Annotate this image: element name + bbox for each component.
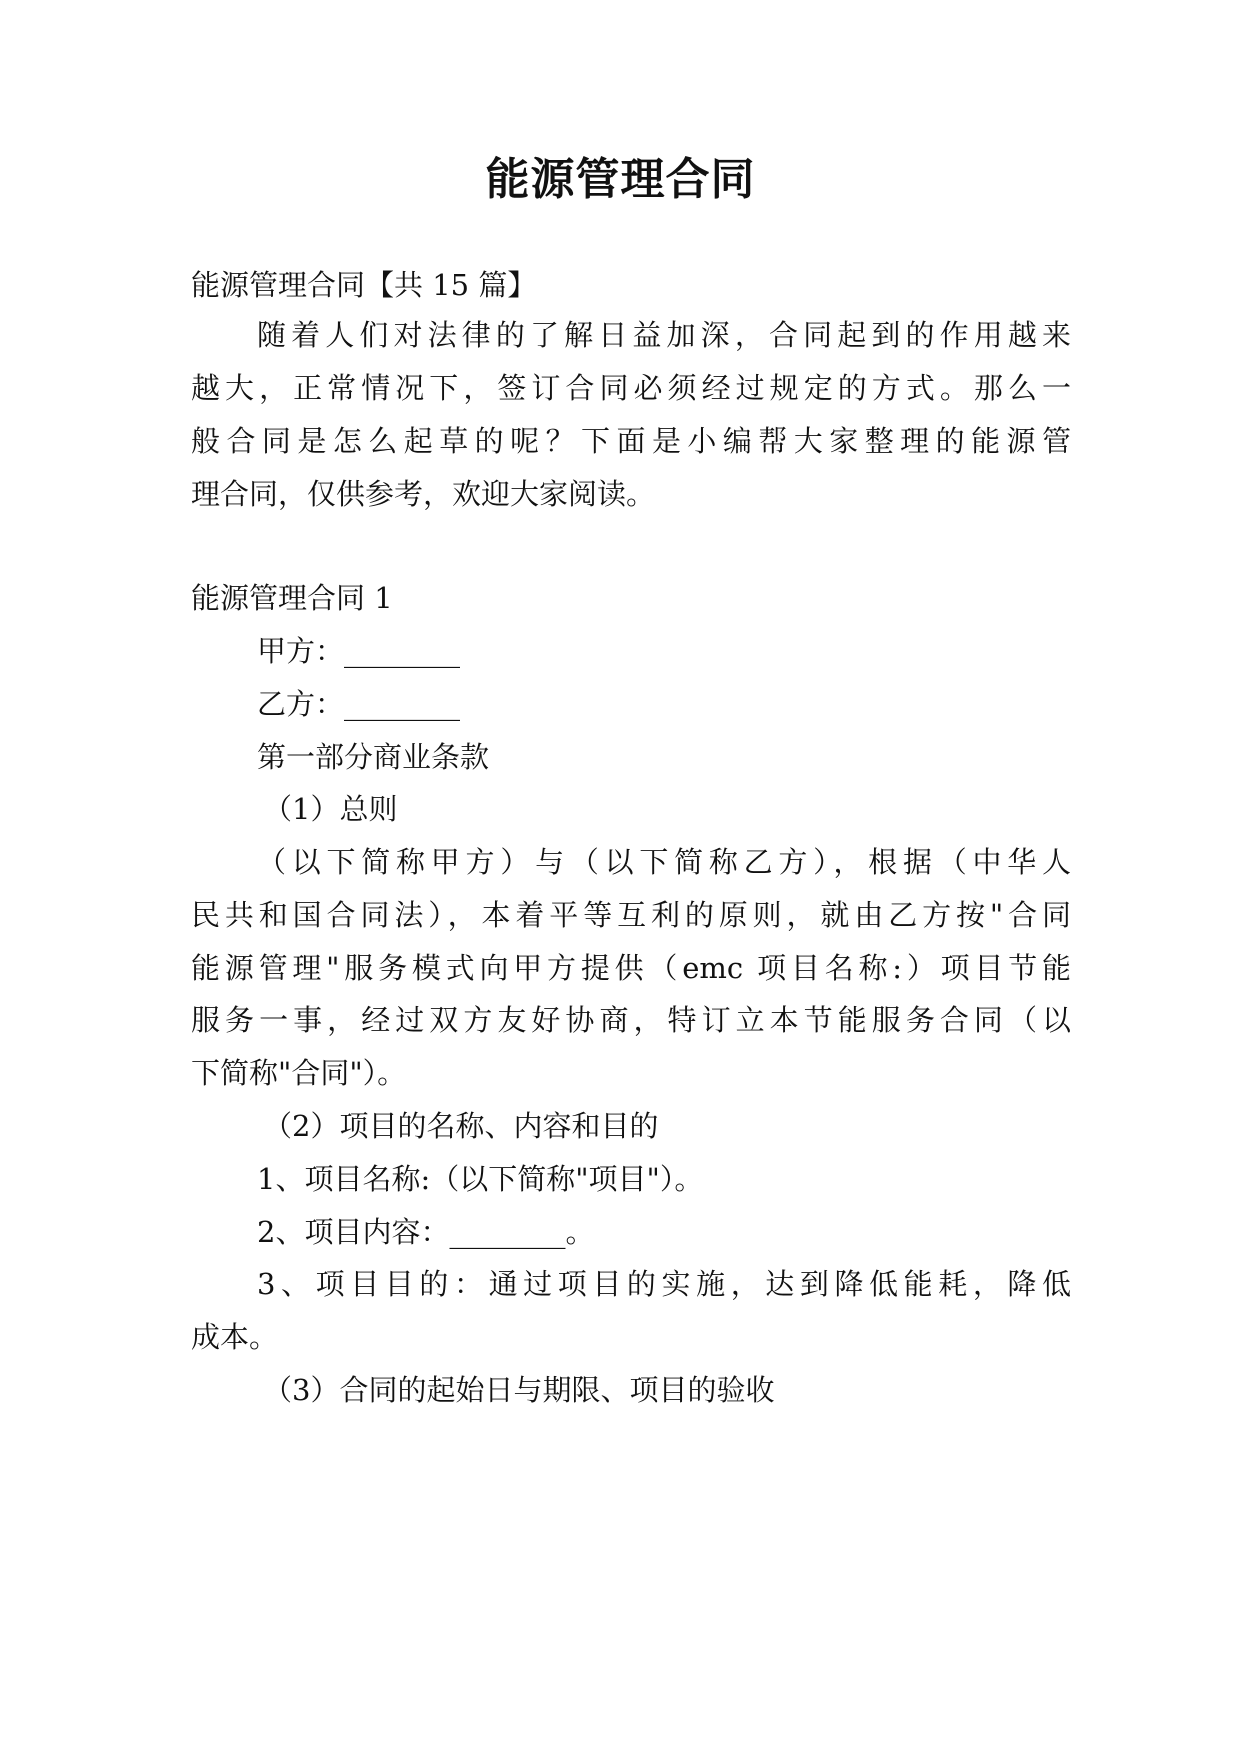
clause-1-line-5: 下简称"合同"）。 <box>191 1056 407 1090</box>
part-one-heading: 第一部分商业条款 <box>257 740 490 774</box>
clause-2-item-3-cont: 成本。 <box>191 1320 279 1354</box>
clause-2-item-3: 3、项目目的：通过项目的实施，达到降低能耗，降低 <box>257 1267 1071 1301</box>
party-b-line: 乙方：________ <box>257 687 461 721</box>
document-title: 能源管理合同 <box>485 154 756 205</box>
intro-line-3: 般合同是怎么起草的呢？下面是小编帮大家整理的能源管 <box>191 424 1071 458</box>
intro-line-4: 理合同，仅供参考，欢迎大家阅读。 <box>191 477 656 511</box>
clause-1-heading: （1）总则 <box>263 792 398 826</box>
clause-2-heading: （2）项目的名称、内容和目的 <box>263 1109 659 1143</box>
clause-1-line-2: 民共和国合同法），本着平等互利的原则，就由乙方按"合同 <box>191 898 1071 932</box>
intro-line-2: 越大，正常情况下，签订合同必须经过规定的方式。那么一 <box>191 371 1071 405</box>
section-heading: 能源管理合同 1 <box>191 581 393 615</box>
clause-2-item-2: 2、项目内容：________。 <box>257 1215 595 1249</box>
intro-line-1: 随着人们对法律的了解日益加深，合同起到的作用越来 <box>257 318 1071 352</box>
clause-1-line-1: （以下简称甲方）与（以下简称乙方），根据（中华人 <box>257 845 1071 879</box>
party-a-line: 甲方：________ <box>257 634 461 668</box>
clause-1-line-4: 服务一事，经过双方友好协商，特订立本节能服务合同（以 <box>191 1003 1071 1037</box>
clause-3-heading: （3）合同的起始日与期限、项目的验收 <box>263 1373 775 1407</box>
subtitle-line: 能源管理合同【共 15 篇】 <box>191 268 537 302</box>
clause-1-line-3: 能源管理"服务模式向甲方提供（emc 项目名称:）项目节能 <box>191 951 1071 985</box>
clause-2-item-1: 1、项目名称:（以下简称"项目"）。 <box>257 1162 704 1196</box>
